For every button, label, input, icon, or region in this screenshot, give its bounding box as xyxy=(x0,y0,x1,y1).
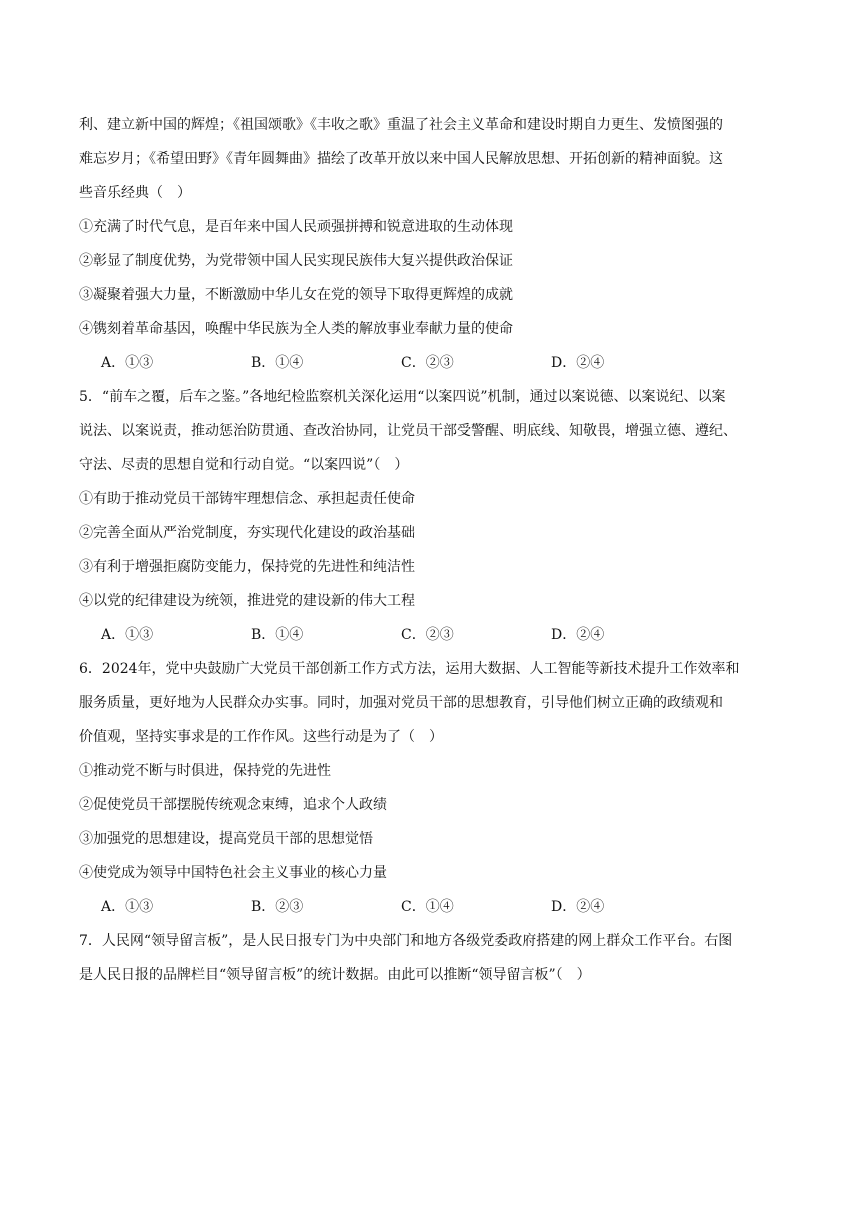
question-4-statement-1: ①充满了时代气息，是百年来中国人民顽强拼搏和锐意进取的生动体现 xyxy=(79,219,513,235)
question-5-stem-line-1: 5．“前车之覆，后车之鉴。”各地纪检监察机关深化运用“以案四说”机制，通过以案说德、以案说纪、以案 xyxy=(79,389,726,405)
question-6-statement-1: ①推动党不断与时俱进，保持党的先进性 xyxy=(79,763,331,779)
question-4-stem-line-1: 利、建立新中国的辉煌；《祖国颂歌》《丰收之歌》重温了社会主义革命和建设时期自力更生、发愤图强的 xyxy=(79,117,723,133)
question-5-statement-2: ②完善全面从严治党制度，夯实现代化建设的政治基础 xyxy=(79,525,415,541)
question-6-option-a[interactable]: A．①③ xyxy=(101,899,154,915)
question-5-statement-1: ①有助于推动党员干部铸牢理想信念、承担起责任使命 xyxy=(79,491,415,507)
exam-page xyxy=(79,108,785,992)
question-5-stem-line-2: 说法、以案说责，推动惩治防贯通、查改治协同，让党员干部受警醒、明底线、知敬畏，增强立德、遵纪、 xyxy=(79,423,737,439)
question-4-options xyxy=(79,346,785,380)
question-5-statement-3: ③有利于增强拒腐防变能力，保持党的先进性和纯洁性 xyxy=(79,559,415,575)
question-5-options xyxy=(79,618,785,652)
question-5-stem-line-3: 守法、尽责的思想自觉和行动自觉。“以案四说”（ ） xyxy=(79,457,409,473)
question-5 xyxy=(79,380,785,652)
question-6-statement-3: ③加强党的思想建设，提高党员干部的思想觉悟 xyxy=(79,831,373,847)
question-4-stem-line-2: 难忘岁月；《希望田野》《青年圆舞曲》描绘了改革开放以来中国人民解放思想、开拓创新的精神面貌。这 xyxy=(79,151,723,167)
question-6-option-c[interactable]: C．①④ xyxy=(401,899,454,915)
question-4 xyxy=(79,108,785,380)
question-5-option-d[interactable]: D．②④ xyxy=(551,627,605,643)
question-6-stem-line-1: 6．2024年，党中央鼓励广大党员干部创新工作方式方法，运用大数据、人工智能等新技术提升工作效率和 xyxy=(79,661,740,677)
question-7-stem-line-2: 是人民日报的品牌栏目“领导留言板”的统计数据。由此可以推断“领导留言板”（ ） xyxy=(79,967,591,983)
question-6-stem-line-3: 价值观，坚持实事求是的工作作风。这些行动是为了（ ） xyxy=(79,729,443,745)
question-6-statement-2: ②促使党员干部摆脱传统观念束缚，追求个人政绩 xyxy=(79,797,387,813)
question-6-options xyxy=(79,890,785,924)
question-6-option-b[interactable]: B．②③ xyxy=(251,899,304,915)
question-6-option-d[interactable]: D．②④ xyxy=(551,899,605,915)
question-5-statement-4: ④以党的纪律建设为统领，推进党的建设新的伟大工程 xyxy=(79,593,415,609)
question-4-stem-line-3: 些音乐经典（ ） xyxy=(79,185,191,201)
question-5-option-b[interactable]: B．①④ xyxy=(251,627,304,643)
question-6-stem-line-2: 服务质量，更好地为人民群众办实事。同时，加强对党员干部的思想教育，引导他们树立正确的政绩观和 xyxy=(79,695,723,711)
question-4-statement-2: ②彰显了制度优势，为党带领中国人民实现民族伟大复兴提供政治保证 xyxy=(79,253,513,269)
question-7 xyxy=(79,924,785,992)
question-5-option-a[interactable]: A．①③ xyxy=(101,627,154,643)
question-4-statement-3: ③凝聚着强大力量，不断激励中华儿女在党的领导下取得更辉煌的成就 xyxy=(79,287,513,303)
question-4-option-a[interactable]: A．①③ xyxy=(101,355,154,371)
question-4-option-d[interactable]: D．②④ xyxy=(551,355,605,371)
question-4-option-b[interactable]: B．①④ xyxy=(251,355,304,371)
question-7-stem-line-1: 7．人民网“领导留言板”，是人民日报专门为中央部门和地方各级党委政府搭建的网上群众工作平台。右图 xyxy=(79,933,733,949)
question-6-statement-4: ④使党成为领导中国特色社会主义事业的核心力量 xyxy=(79,865,387,881)
question-4-option-c[interactable]: C．②③ xyxy=(401,355,454,371)
question-6 xyxy=(79,652,785,924)
question-5-option-c[interactable]: C．②③ xyxy=(401,627,454,643)
question-4-statement-4: ④镌刻着革命基因，唤醒中华民族为全人类的解放事业奉献力量的使命 xyxy=(79,321,513,337)
